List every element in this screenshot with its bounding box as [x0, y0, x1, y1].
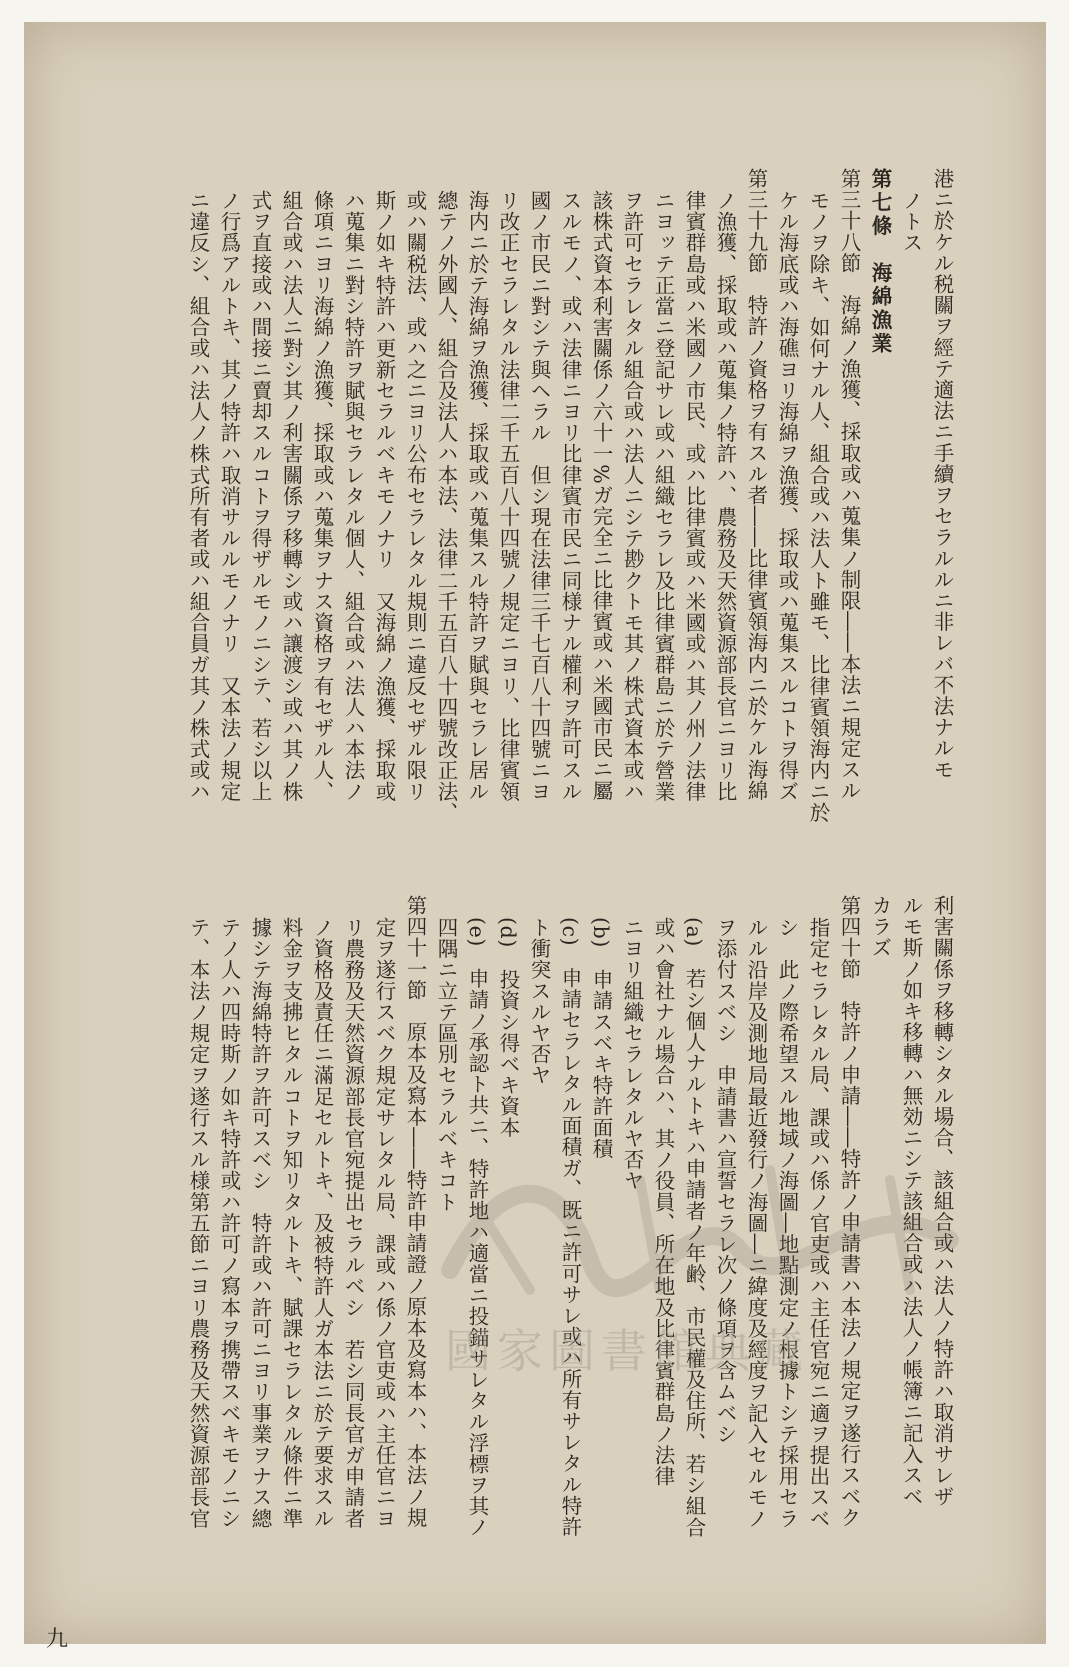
text-line: 律賓群島或ハ米國ノ市民、或ハ比律賓或ハ米國或ハ其ノ州ノ法律 [682, 190, 706, 802]
text-line: 第四十一節 原本及寫本――特許申請證ノ原本及寫本ハ、本法ノ規 [403, 895, 427, 1528]
list-item-d: (d) 投資シ得ベキ資本 [496, 917, 520, 1138]
text-line: 組合或ハ法人ニ對シ其ノ利害關係ヲ移轉シ或ハ讓渡シ或ハ其ノ株 [279, 190, 303, 802]
text-line: ニ違反シ、組合或ハ法人ノ株式所有者或ハ組合員ガ其ノ株式或ハ [186, 190, 210, 802]
text-line: ノ漁獲、採取或ハ蒐集ノ特許ハ、農務及天然資源部長官ニヨリ比 [713, 190, 737, 802]
text-line: リ農務及天然資源部長官宛提出セラルベシ 若シ同長官ガ申請者 [341, 917, 365, 1529]
library-watermark-text: 國家圖書館典藏 [445, 1324, 809, 1378]
text-line: 斯ノ如キ特許ハ更新セラルベキモノナリ 又海綿ノ漁獲、採取或 [372, 190, 396, 802]
page-number: 九 [46, 1627, 69, 1652]
article-heading: 第七條 海綿漁業 [868, 168, 892, 356]
text-line: 海内ニ於テ海綿ヲ漁獲、採取或ハ蒐集スル特許ヲ賦與セラレ居ル [465, 190, 489, 802]
text-line: 式ヲ直接或ハ間接ニ賣却スルコトヲ得ザルモノニシテ、若シ以上 [248, 190, 272, 802]
list-item-a: (a) 若シ個人ナルトキハ申請者ノ年齢、市民權及住所、若シ組合 [682, 917, 706, 1538]
text-line: スルモノ、或ハ法律ニヨリ比律賓市民ニ同様ナル權利ヲ許可スル [558, 190, 582, 802]
text-line: 港ニ於ケル税關ヲ經テ適法ニ手續ヲセラルルニ非レバ不法ナルモ [930, 168, 954, 780]
text-line: 或ハ關税法、或ハ之ニヨリ公布セラレタル規則ニ違反セザル限リ [403, 190, 427, 802]
text-line: 指定セラレタル局、課或ハ係ノ官吏或ハ主任官宛ニ適ヲ提出スベ [806, 917, 830, 1529]
text-line: ルモ斯ノ如キ移轉ハ無効ニシテ該組合或ハ法人ノ帳簿ニ記入スベ [899, 895, 923, 1507]
text-line: ノトス [899, 190, 923, 254]
text-line: 據シテ海綿特許ヲ許可スベシ 特許或ハ許可ニヨリ事業ヲナス總 [248, 917, 272, 1529]
text-line: テ、本法ノ規定ヲ遂行スル様第五節ニヨリ農務及天然資源部長官 [186, 917, 210, 1529]
text-line: 條項ニヨリ海綿ノ漁獲、採取或ハ蒐集ヲナス資格ヲ有セザル人、 [310, 190, 334, 802]
text-line: 國ノ市民ニ對シテ與ヘラル 但シ現在法律三千七百八十四號ニヨ [527, 190, 551, 802]
list-item-e: (e) 申請ノ承認ト共ニ、特許地ハ適當ニ投錨サレタル浮標ヲ其ノ [465, 917, 489, 1538]
text-line: 第三十九節 特許ノ資格ヲ有スル者――比律賓領海内ニ於ケル海綿 [744, 168, 768, 801]
list-item-c: (c) 申請セラレタル面積ガ、既ニ許可サレ或ハ所有サレタル特許 [558, 917, 582, 1538]
text-line: 第三十八節 海綿ノ漁獲、採取或ハ蒐集ノ制限――本法ニ規定スル [837, 168, 861, 801]
text-line: シ 此ノ際希望スル地域ノ海圖―地點測定ノ根據トシテ採用セラ [775, 917, 799, 1529]
text-line: カラズ [868, 895, 892, 959]
text-line: リ改正セラレタル法律二千五百八十四號ノ規定ニヨリ、比律賓領 [496, 190, 520, 802]
text-line: ヲ許可セラレタル組合或ハ法人ニシテ尠クトモ其ノ株式資本或ハ [620, 190, 644, 802]
lower-text-block [182, 895, 957, 1595]
text-line: ニヨリ組織セラレタルヤ否ヤ [620, 917, 644, 1192]
text-line: 定ヲ遂行スベク規定サレタル局、課或ハ係ノ官吏或ハ主任官ニヨ [372, 917, 396, 1529]
upper-text-block [182, 168, 957, 868]
text-line: 利害關係ヲ移轉シタル場合、該組合或ハ法人ノ特許ハ取消サレザ [930, 895, 954, 1507]
text-line: モノヲ除キ、如何ナル人、組合或ハ法人ト雖モ、比律賓領海内ニ於 [806, 190, 830, 823]
list-item-b: (b) 申請スベキ特許面積 [589, 917, 613, 1159]
text-line: ケル海底或ハ海礁ヨリ海綿ヲ漁獲、採取或ハ蒐集スルコトヲ得ズ [775, 190, 799, 802]
text-line: 四隅ニ立テ區別セラルベキコト [434, 917, 458, 1213]
text-line: ト衝突スルヤ否ヤ [527, 917, 551, 1086]
text-line: 第四十節 特許ノ申請――特許ノ申請書ハ本法ノ規定ヲ遂行スベク [837, 895, 861, 1528]
text-line: 料金ヲ支拂ヒタルコトヲ知リタルトキ、賦課セラレタル條件ニ準 [279, 917, 303, 1529]
text-line: 或ハ會社ナル場合ハ、其ノ役員、所在地及比律賓群島ノ法律 [651, 917, 675, 1487]
text-line: ハ蒐集ニ對シ特許ヲ賦與セラレタル個人、組合或ハ法人ハ本法ノ [341, 190, 365, 802]
text-line: ヲ添付スベシ 申請書ハ宣誓セラレ次ノ條項ヲ含ムベシ [713, 917, 737, 1445]
text-line: ノ行爲アルトキ、其ノ特許ハ取消サルルモノナリ 又本法ノ規定 [217, 190, 241, 802]
text-line: ニヨッテ正當ニ登記サレ或ハ組織セラレ及比律賓群島ニ於テ營業 [651, 190, 675, 802]
text-line: ノ資格及責任ニ滿足セルトキ、及被特許人ガ本法ニ於テ要求スル [310, 917, 334, 1529]
text-line: ルル沿岸及測地局最近發行ノ海圖―ニ緯度及經度ヲ記入セルモノ [744, 917, 768, 1529]
text-line: 該株式資本利害關係ノ六十一%ガ完全ニ比律賓或ハ米國市民ニ屬 [589, 190, 613, 801]
text-line: テノ人ハ四時斯ノ如キ特許或ハ許可ノ寫本ヲ携帶スベキモノニシ [217, 917, 241, 1529]
text-line: 總テノ外國人、組合及法人ハ本法、法律二千五百八十四號改正法、 [434, 190, 458, 823]
